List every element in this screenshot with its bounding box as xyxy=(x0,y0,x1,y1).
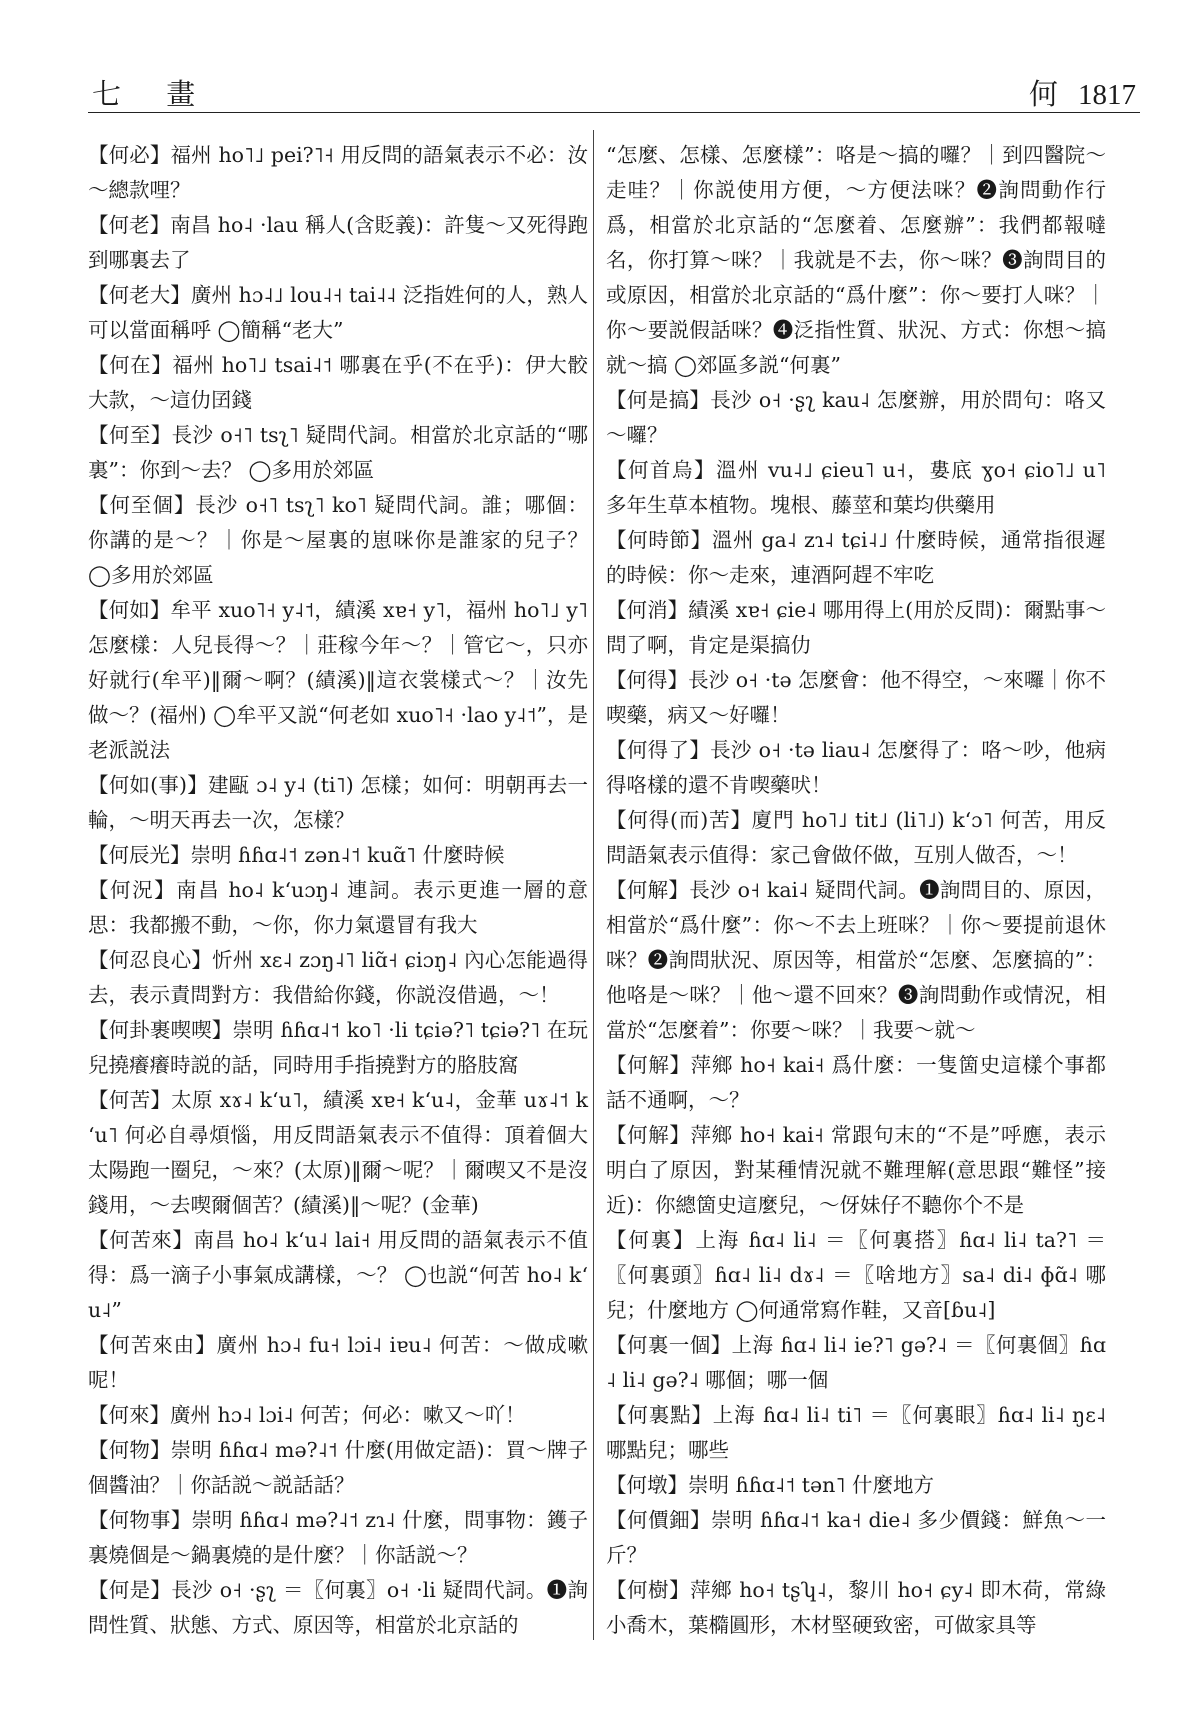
dictionary-entry: 【何裏點】上海 ɦɑ˨ li˨ ti˥ ＝〖何裏眼〗ɦɑ˨ li˨ ŋɛ˨ 哪點兒；哪些 xyxy=(606,1403,1106,1462)
right-column xyxy=(606,138,1106,1643)
dictionary-entry: 【何時節】溫州 ga˨ zɿ˨ tɕi˨˩ 什麼時候，通常指很遲的時候：你～走來，連酒阿趕不牢吃 xyxy=(606,528,1106,587)
dictionary-entry: 【何首烏】溫州 vu˨˩ ɕieu˥ u˧，婁底 ɣo˧ ɕio˥˩ u˥ 多年生草本植物。塊根、藤莖和葉均供藥用 xyxy=(606,458,1106,517)
dictionary-entry: 【何至個】長沙 o˧˥ tsʅ˥ ko˥ 疑問代詞。誰；哪個：你講的是～？｜你是～屋裏的崽咪你是誰家的兒子？ ◯多用於郊區 xyxy=(88,493,588,587)
dictionary-entry: 【何卦裹喫喫】崇明 ɦɦɑ˨˦ ko˥ ·li tɕiə?˥ tɕiə?˥ 在玩兒撓癢癢時説的話，同時用手指撓對方的胳肢窩 xyxy=(88,1018,588,1077)
dictionary-entry: 【何如(事)】建甌 ɔ˨ y˨ (ti˥) 怎樣；如何：明朝再去一輪，～明天再去一次，怎樣？ xyxy=(88,773,588,832)
dictionary-entry: 【何裏一個】上海 ɦɑ˨ li˨ ie?˥ gə?˨ ＝〖何裏個〗ɦɑ˨ li˨ gə?˨ 哪個；哪一個 xyxy=(606,1333,1106,1392)
dictionary-entry: 【何得(而)苦】廈門 ho˥˩ tit˩ (li˥˩) kʻɔ˥ 何苦，用反問語氣表示值得：家己會做伓做，互別人做否，～！ xyxy=(606,808,1106,867)
dictionary-entry: 【何必】福州 ho˥˩ pei?˥˧ 用反問的語氣表示不必：汝～總款哩？ xyxy=(88,143,588,202)
dictionary-entry: 【何苦來由】廣州 hɔ˨ fu˧ lɔi˨ iɐu˨ 何苦：～做成嗽呢！ xyxy=(88,1333,588,1392)
section-title: 七 畫 xyxy=(92,77,214,111)
page-number: 1817 xyxy=(1078,79,1136,111)
column-divider xyxy=(593,130,594,1640)
dictionary-entry: 【何苦來】南昌 ho˨ kʻu˨ lai˧ 用反問的語氣表示不值得：爲一滴子小事氣成講樣，～？ ◯也説“何苦 ho˨ kʻu˨” xyxy=(88,1228,588,1322)
dictionary-entry: 【何辰光】崇明 ɦɦɑ˨˦ zən˨˦ kuɑ̃˥ 什麼時候 xyxy=(88,843,505,867)
dictionary-entry: 【何物】崇明 ɦɦɑ˨ mə?˨˦ 什麼(用做定語)：買～牌子個醬油？｜你話説～説話話？ xyxy=(88,1438,588,1497)
dictionary-entry: 【何解】萍鄉 ho˧ kai˧ 爲什麼：一隻箇史這樣个事都話不通啊，～？ xyxy=(606,1053,1106,1112)
dictionary-entry: 【何樹】萍鄉 ho˧ tʂʮ˨，黎川 ho˧ ɕy˨ 即木荷，常綠小喬木，葉橢圓形，木材堅硬致密，可做家具等 xyxy=(606,1578,1106,1637)
dictionary-entry: “怎麼、怎樣、怎麼樣”：咯是～搞的囉？｜到四醫院～走哇？｜你説使用方便，～方便法咪？❷詢問動作行爲，相當於北京話的“怎麼着、怎麼辦”：我們都報噠名，你打算～咪？｜我就是不去，你～咪？❸詢問目的或原因，相當於北京話的“爲什麼”：你～要打人咪？｜你～要説假話咪？❹泛指性質、狀況、方式：你想～搞就～搞 ◯郊區多説“何裏” xyxy=(606,143,1106,377)
dictionary-entry: 【何是】長沙 o˧ ·ʂʅ ＝〖何裏〗o˧ ·li 疑問代詞。❶詢問性質、狀態、方式、原因等，相當於北京話的 xyxy=(88,1578,588,1637)
dictionary-entry: 【何忍良心】忻州 xɛ˨ zɔŋ˨˥ liɑ̃˧ ɕiɔŋ˨ 內心怎能過得去，表示責問對方：我借給你錢，你説沒借過，～！ xyxy=(88,948,588,1007)
dictionary-entry: 【何老】南昌 ho˨ ·lau 稱人(含貶義)：許隻～又死得跑到哪裏去了 xyxy=(88,213,588,272)
headword: 何 xyxy=(1028,77,1058,111)
dictionary-entry: 【何消】績溪 xɐ˧ ɕie˨ 哪用得上(用於反問)：爾點事～問了啊，肯定是渠搞仂 xyxy=(606,598,1106,657)
dictionary-entry: 【何墩】崇明 ɦɦɑ˨˦ tən˥ 什麼地方 xyxy=(606,1473,934,1497)
dictionary-entry: 【何得】長沙 o˧ ·tə 怎麼會：他不得空，～來囉｜你不喫藥，病又～好囉！ xyxy=(606,668,1106,727)
dictionary-entry: 【何在】福州 ho˥˩ tsai˨˦ 哪裏在乎(不在乎)：伊大骹大款，～這仂囝錢 xyxy=(88,353,588,412)
dictionary-entry: 【何至】長沙 o˧˥ tsʅ˥ 疑問代詞。相當於北京話的“哪裏”：你到～去？ ◯多用於郊區 xyxy=(88,423,588,482)
page-header xyxy=(88,66,1140,113)
dictionary-entry: 【何得了】長沙 o˧ ·tə liau˨ 怎麼得了：咯～吵，他病得咯樣的還不肯喫藥吠！ xyxy=(606,738,1106,797)
dictionary-entry: 【何物事】崇明 ɦɦɑ˨ mə?˨˦ zɿ˨ 什麼，問事物：鑊子裏燒個是～鍋裏燒的是什麼？｜你話説～？ xyxy=(88,1508,588,1567)
dictionary-entry: 【何來】廣州 hɔ˨ lɔi˨ 何苦；何必：嗽又～吖！ xyxy=(88,1403,526,1427)
page-headword-and-number xyxy=(1029,72,1136,113)
dictionary-entry: 【何老大】廣州 hɔ˨˩ lou˨˧ tai˨˨ 泛指姓何的人，熟人可以當面稱呼 ◯簡稱“老大” xyxy=(88,283,588,342)
dictionary-entry: 【何解】萍鄉 ho˧ kai˧ 常跟句末的“不是”呼應，表示明白了原因，對某種情況就不難理解(意思跟“難怪”接近)：你總箇史這麼兒，～伢妹仔不聽你个不是 xyxy=(606,1123,1106,1217)
dictionary-entry: 【何是搞】長沙 o˧ ·ʂʅ kau˨ 怎麼辦，用於問句：咯又～囉？ xyxy=(606,388,1106,447)
dictionary-entry: 【何價鈿】崇明 ɦɦɑ˨˦ ka˧ die˨ 多少價錢：鮮魚～一斤？ xyxy=(606,1508,1106,1567)
dictionary-entry: 【何苦】太原 xɤ˨ kʻu˥，績溪 xɐ˧ kʻu˨，金華 uɤ˨˦ kʻu˥ 何必自尋煩惱，用反問語氣表示不值得：頂着個大太陽跑一圈兒，～來？(太原)‖爾～呢？｜爾喫又不是沒錢用，～去喫爾個苦？(績溪)‖～呢？(金華) xyxy=(88,1088,588,1217)
dictionary-entry: 【何如】牟平 xuo˥˧ y˨˦，績溪 xɐ˧ y˥，福州 ho˥˩ y˥ 怎麼樣：人兒長得～？｜莊稼今年～？｜管它～，只亦好就行(牟平)‖爾～啊？(績溪)‖這衣裳樣式～？｜汝先做～？(福州) ◯牟平又説“何老如 xuo˥˧ ·lao y˨˦”，是老派説法 xyxy=(88,598,588,762)
left-column xyxy=(88,138,588,1643)
dictionary-entry: 【何況】南昌 ho˨ kʻuɔŋ˨ 連詞。表示更進一層的意思：我都搬不動，～你，你力氣還冒有我大 xyxy=(88,878,588,937)
dictionary-entry: 【何裏】上海 ɦɑ˨ li˨ ＝〖何裏搭〗ɦɑ˨ li˨ ta?˥ ＝〖何裏頭〗ɦɑ˨ li˨ dɤ˨ ＝〖啥地方〗sa˨ di˨ ɸɑ̃˨ 哪兒；什麼地方 ◯何通常寫作鞋，又音[ɓu˨] xyxy=(606,1228,1106,1322)
dictionary-entry: 【何解】長沙 o˧ kai˨ 疑問代詞。❶詢問目的、原因，相當於“爲什麼”：你～不去上班咪？｜你～要提前退休咪？❷詢問狀況、原因等，相當於“怎麼、怎麼搞的”：他咯是～咪？｜他～還不回來？❸詢問動作或情況，相當於“怎麼着”：你要～咪？｜我要～就～ xyxy=(606,878,1106,1042)
